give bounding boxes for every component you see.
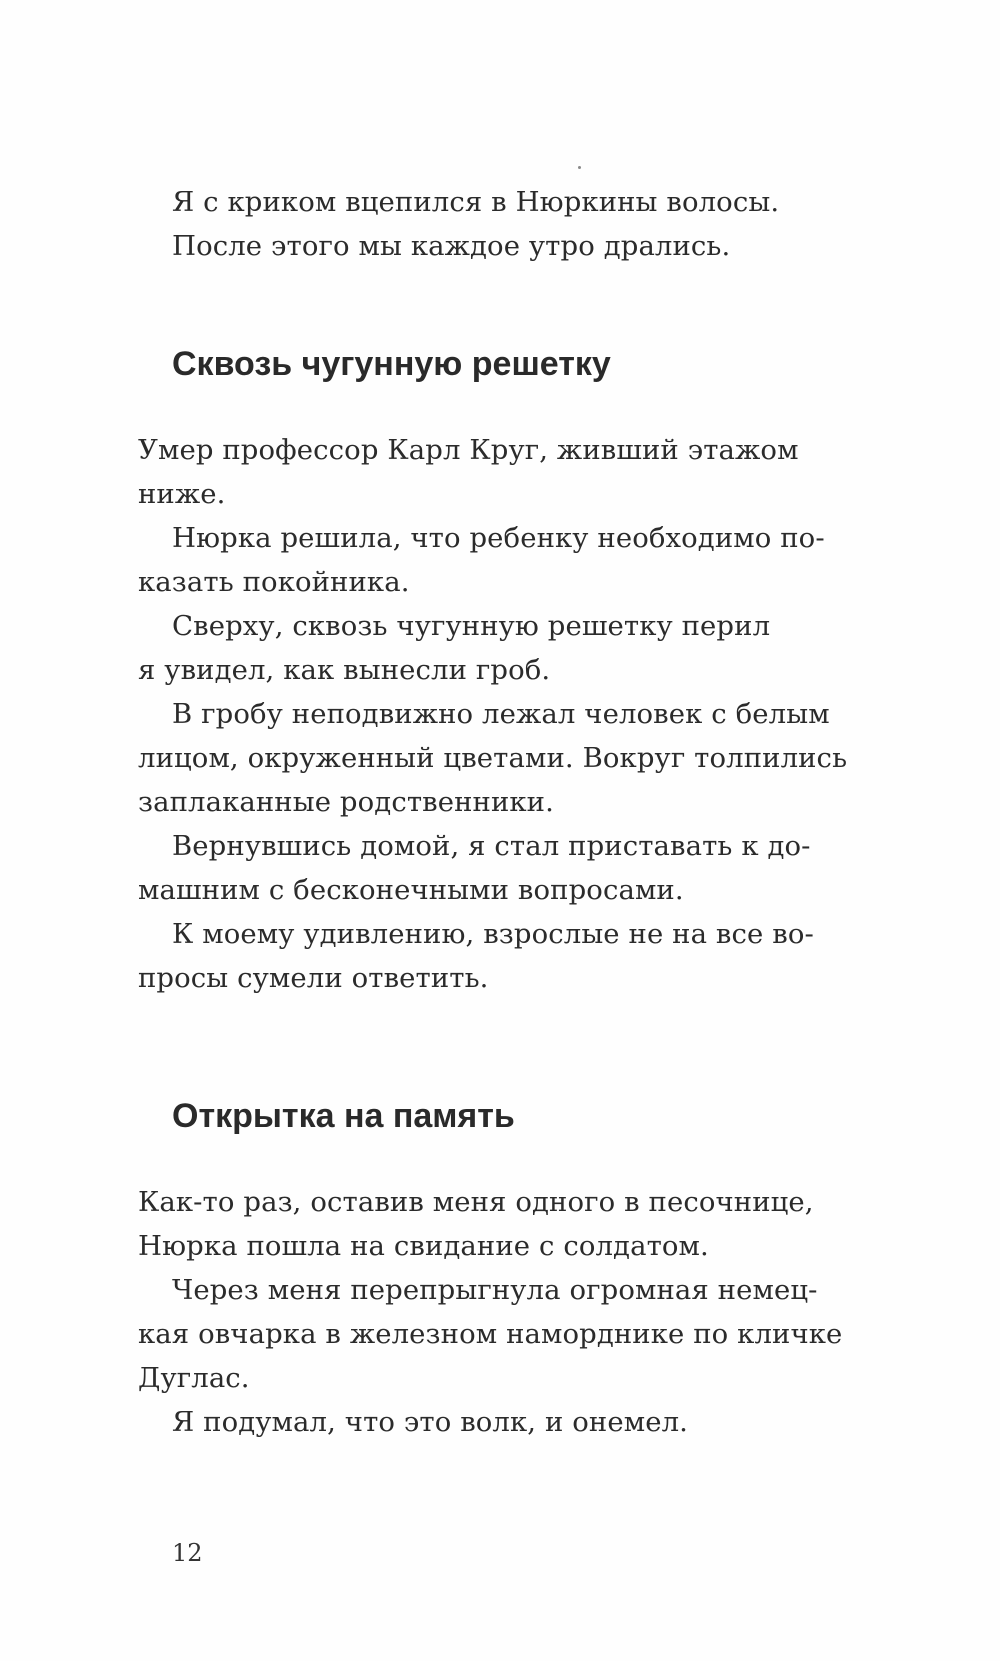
- page-number: 12: [172, 1539, 203, 1567]
- text-line: Вернувшись домой, я стал приставать к до-: [172, 830, 811, 862]
- text-line: казать покойника.: [138, 566, 410, 598]
- text-line: Нюрка пошла на свидание с солдатом.: [138, 1230, 709, 1262]
- text-line: Сверху, сквозь чугунную решетку перил: [172, 610, 771, 642]
- text-line: кая овчарка в железном наморднике по кличке: [138, 1318, 843, 1350]
- text-line: ниже.: [138, 478, 226, 510]
- text-line: В гробу неподвижно лежал человек с белым: [172, 698, 830, 730]
- text-line: лицом, окруженный цветами. Вокруг толпились: [138, 742, 848, 774]
- text-line: Я с криком вцепился в Нюркины волосы.: [172, 186, 780, 218]
- text-line: Через меня перепрыгнула огромная немец-: [172, 1274, 818, 1306]
- section-heading: Сквозь чугунную решетку: [172, 345, 611, 383]
- section-heading: Открытка на память: [172, 1097, 515, 1135]
- text-line: К моему удивлению, взрослые не на все во-: [172, 918, 814, 950]
- text-line: После этого мы каждое утро дрались.: [172, 230, 731, 262]
- text-line: Умер профессор Карл Круг, живший этажом: [138, 434, 799, 466]
- text-line: Дуглас.: [138, 1362, 250, 1394]
- text-line: Я подумал, что это волк, и онемел.: [172, 1406, 688, 1438]
- text-line: Нюрка решила, что ребенку необходимо по-: [172, 522, 825, 554]
- text-line: Как-то раз, оставив меня одного в песочнице,: [138, 1186, 814, 1218]
- print-speck: [578, 166, 581, 169]
- text-line: машним с бесконечными вопросами.: [138, 874, 684, 906]
- text-line: я увидел, как вынесли гроб.: [138, 654, 551, 686]
- text-line: просы сумели ответить.: [138, 962, 489, 994]
- text-line: заплаканные родственники.: [138, 786, 554, 818]
